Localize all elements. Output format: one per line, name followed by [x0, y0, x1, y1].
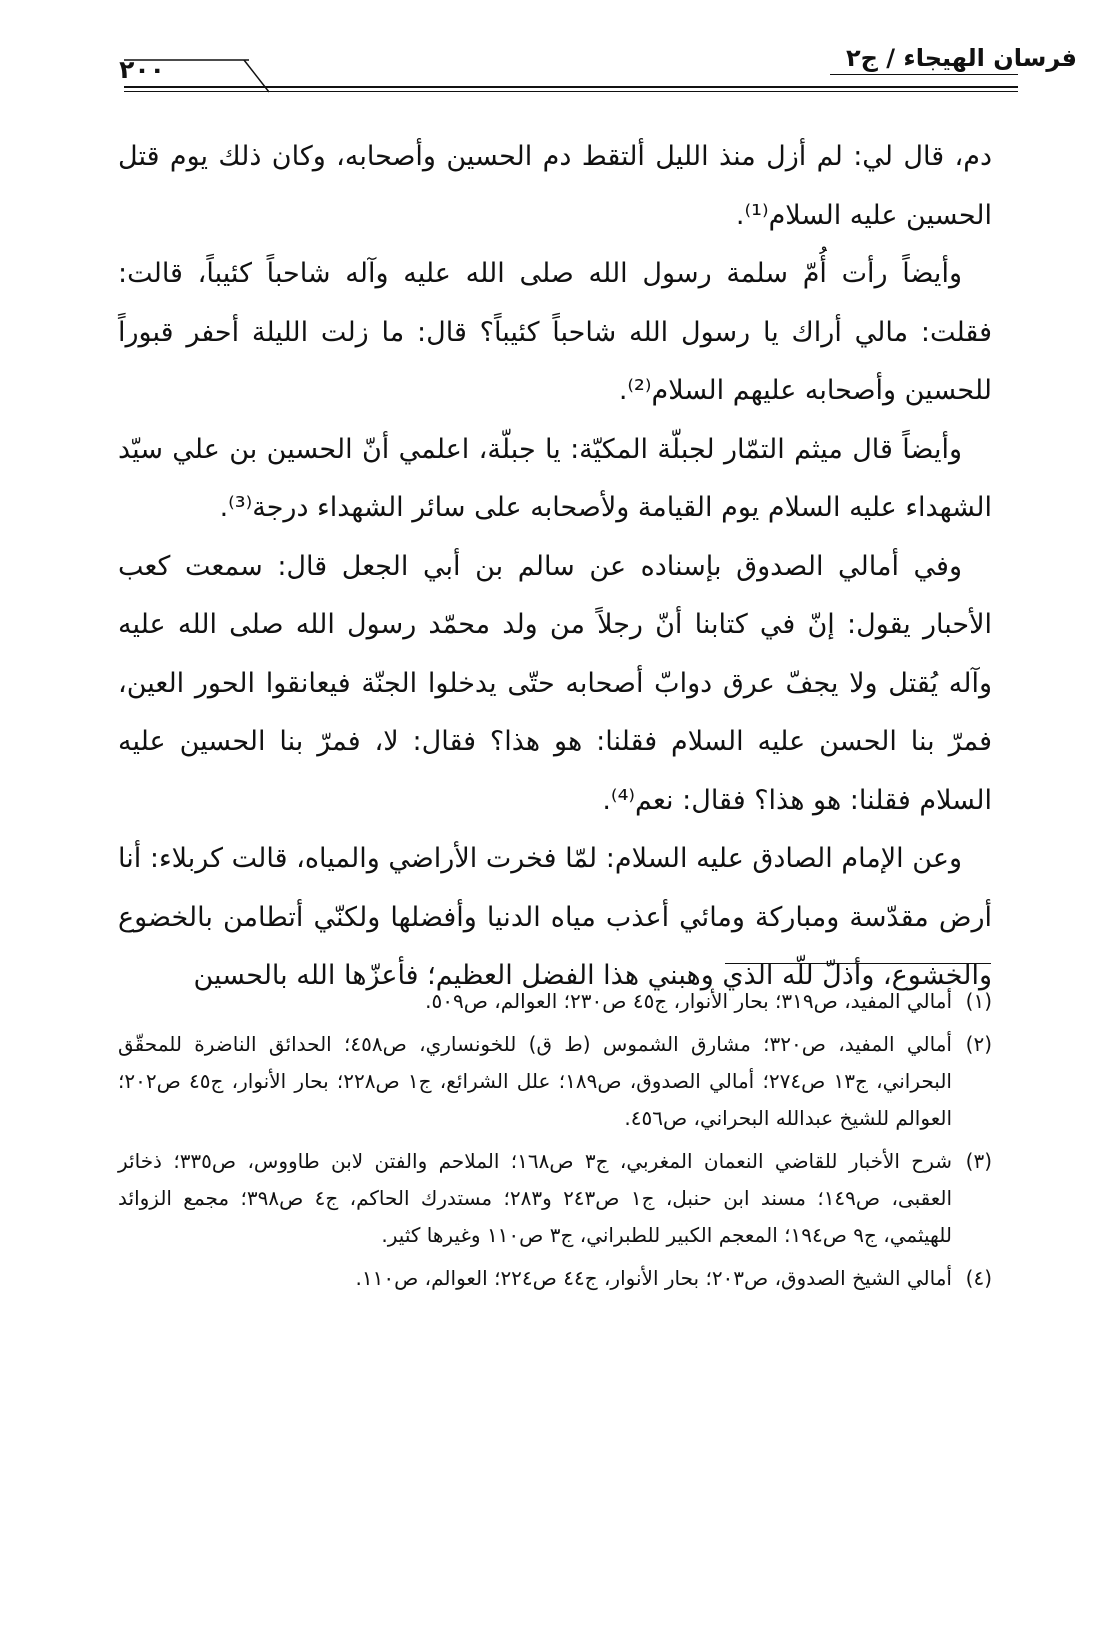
footnote: [118, 1143, 992, 1254]
header-title-underline: [830, 74, 1018, 75]
page-number: ٢٠٠: [119, 55, 165, 84]
footnote-text: شرح الأخبار للقاضي النعمان المغربي، ج٣ ص١٦٨؛ الملاحم والفتن لابن طاووس، ص٣٣٥؛ ذخائر العقبى، ص١٤٩؛ مسند ابن حنبل، ج١ ص٢٤٣ و٢٨٣؛ مستدرك الحاكم، ج٤ ص٣٩٨؛ مجمع الزوائد للهيثمي، ج٩ ص١٩٤؛ المعجم الكبير للطبراني، ج٣ ص١١٠ وغيرها كثير.: [118, 1149, 953, 1247]
body-paragraph: وعن الإمام الصادق عليه السلام: لمّا فخرت الأراضي والمياه، قالت كربلاء: أنا أرض مقدّسة ومباركة ومائي أعذب مياه الدنيا وأفضلها ولكنّي أتطامن بالخضوع والخشوع، وأذلّ للّه الذي وهبني هذا الفضل العظيم؛ فأعزّها الله بالحسين: [118, 843, 992, 991]
footnote-number: (٤): [965, 1266, 992, 1290]
body-paragraph: وفي أمالي الصدوق بإسناده عن سالم بن أبي الجعل قال: سمعت كعب الأحبار يقول: إنّ في كتابنا أنّ رجلاً من ولد محمّد رسول الله صلى الله عليه وآله يُقتل ولا يجفّ عرق دوابّ أصحابه حتّى يدخلوا الجنّة فيعانقوا الحور العين، فمرّ بنا الحسن عليه السلام فقلنا: هو هذا؟ فقال: لا، فمرّ بنا الحسين عليه السلام فقلنا: هو هذا؟ فقال: نعم⁽⁴⁾.: [118, 550, 992, 816]
footnote: [118, 983, 992, 1020]
running-header-title: فرسان الهيجاء / ج٢: [846, 44, 1077, 72]
body-paragraph: وأيضاً رأت أُمّ سلمة رسول الله صلى الله عليه وآله شاحباً كئيباً، قالت: فقلت: مالي أراك يا رسول الله شاحباً كئيباً؟ قال: ما زلت الليلة أحفر قبوراً للحسين وأصحابه عليهم السلام⁽²⁾.: [118, 258, 992, 406]
footnote-text: أمالي المفيد، ص٣١٩؛ بحار الأنوار، ج٤٥ ص٢٣٠؛ العوالم، ص٥٠٩.: [425, 989, 952, 1013]
footnotes: [118, 983, 992, 1303]
footnote-number: (٢): [965, 1032, 992, 1056]
footnote-text: أمالي المفيد، ص٣٢٠؛ مشارق الشموس (ط ق) للخونساري، ص٤٥٨؛ الحدائق الناضرة للمحقّق البحراني، ج١٣ ص٢٧٤؛ أمالي الصدوق، ص١٨٩؛ علل الشرائع، ج١ ص٢٢٨؛ بحار الأنوار، ج٤٥ ص٢٠٢؛ العوالم للشيخ عبدالله البحراني، ص٤٥٦.: [118, 1032, 952, 1130]
header-rule-thick: [124, 86, 1018, 88]
header-rule-thin: [124, 91, 1018, 92]
footnote-text: أمالي الشيخ الصدوق، ص٢٠٣؛ بحار الأنوار، ج٤٤ ص٢٢٤؛ العوالم، ص١١٠.: [355, 1266, 952, 1290]
footnote: [118, 1260, 992, 1297]
footnote-number: (٣): [965, 1149, 992, 1173]
footnote: [118, 1026, 992, 1137]
main-text: [118, 128, 992, 1006]
footnote-separator: [725, 963, 991, 964]
body-paragraph: وأيضاً قال ميثم التمّار لجبلّة المكيّة: يا جبلّة، اعلمي أنّ الحسين بن علي سيّد الشهداء عليه السلام يوم القيامة ولأصحابه على سائر الشهداء درجة⁽³⁾.: [118, 433, 992, 523]
body-paragraph: دم، قال لي: لم أزل منذ الليل ألتقط دم الحسين وأصحابه، وكان ذلك يوم قتل الحسين عليه السلام⁽¹⁾.: [118, 141, 992, 231]
footnote-number: (١): [965, 989, 992, 1013]
